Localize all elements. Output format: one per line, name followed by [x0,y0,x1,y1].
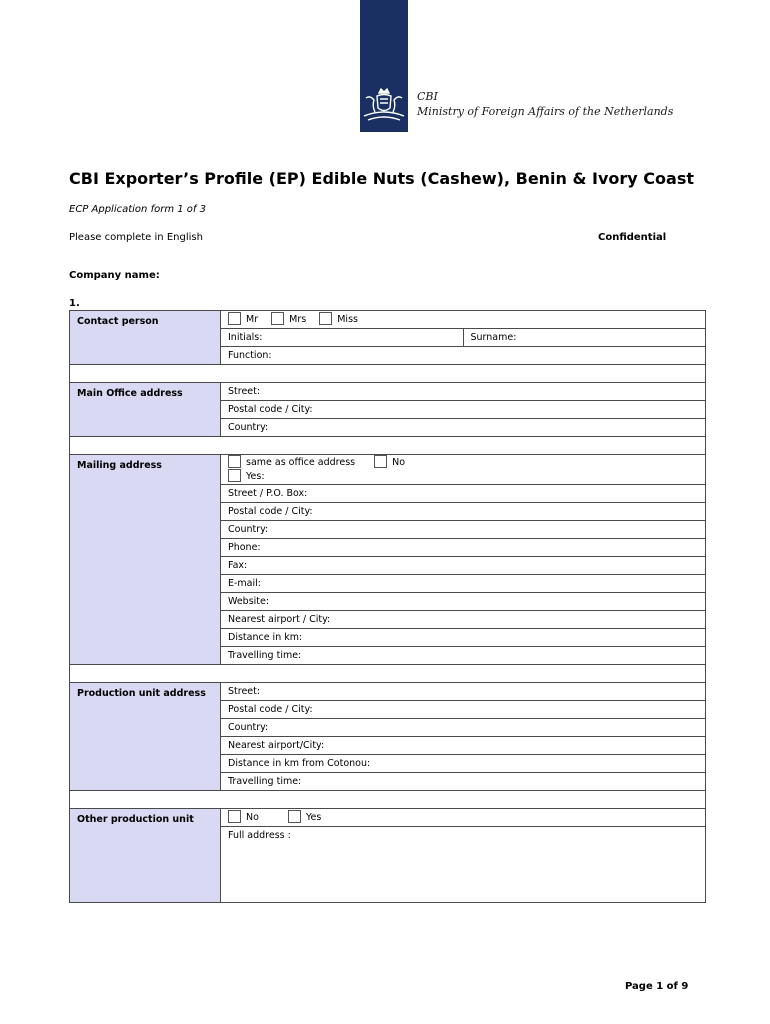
mailing-no-option[interactable]: No [374,457,405,468]
spacer-row [70,365,706,383]
spacer-row [70,437,706,455]
org-logo-text [417,89,673,119]
website-field[interactable]: Website: [221,593,706,611]
surname-field[interactable]: Surname: [463,329,706,347]
mailing-address-label: Mailing address [70,455,221,665]
form-subtitle: ECP Application form 1 of 3 [69,204,206,215]
royal-crest-icon [362,86,406,124]
mailing-street-field[interactable]: Street / P.O. Box: [221,485,706,503]
phone-field[interactable]: Phone: [221,539,706,557]
production-country-field[interactable]: Country: [221,719,706,737]
other-no-option[interactable]: No [228,812,259,823]
fax-field[interactable]: Fax: [221,557,706,575]
mailing-yes-option[interactable]: Yes: [228,471,265,482]
production-street-field[interactable]: Street: [221,683,706,701]
title-option-miss[interactable]: Miss [319,314,358,325]
distance-field[interactable]: Distance in km: [221,629,706,647]
page-title: CBI Exporter’s Profile (EP) Edible Nuts (Cashew), Benin & Ivory Coast [69,169,694,188]
mailing-country-field[interactable]: Country: [221,521,706,539]
other-yes-checkbox[interactable] [288,810,301,823]
org-short-name: CBI [417,90,438,103]
production-airport-field[interactable]: Nearest airport/City: [221,737,706,755]
mailing-yes-checkbox[interactable] [228,469,241,482]
mailing-postal-city-field[interactable]: Postal code / City: [221,503,706,521]
nearest-airport-field[interactable]: Nearest airport / City: [221,611,706,629]
company-name-label[interactable]: Company name: [69,270,160,281]
same-as-office-checkbox[interactable] [228,455,241,468]
mailing-options [221,455,706,485]
spacer-row [70,665,706,683]
confidential-label: Confidential [598,232,667,243]
production-postal-city-field[interactable]: Postal code / City: [221,701,706,719]
other-production-label: Other production unit [70,809,221,903]
mr-checkbox[interactable] [228,312,241,325]
other-no-checkbox[interactable] [228,810,241,823]
section-number: 1. [69,298,80,309]
other-production-options [221,809,706,827]
production-distance-field[interactable]: Distance in km from Cotonou: [221,755,706,773]
initials-field[interactable]: Initials: [221,329,464,347]
title-option-mr[interactable]: Mr [228,314,258,325]
mrs-checkbox[interactable] [271,312,284,325]
spacer-row [70,791,706,809]
main-office-label: Main Office address [70,383,221,437]
function-field[interactable]: Function: [221,347,706,365]
same-as-office-option[interactable]: same as office address [228,457,355,468]
title-option-mrs[interactable]: Mrs [271,314,306,325]
other-yes-option[interactable]: Yes [288,812,321,823]
page-number: Page 1 of 9 [625,981,689,992]
mailing-no-checkbox[interactable] [374,455,387,468]
travelling-time-field[interactable]: Travelling time: [221,647,706,665]
org-full-name: Ministry of Foreign Affairs of the Netherlands [417,105,674,118]
office-postal-city-field[interactable]: Postal code / City: [221,401,706,419]
office-street-field[interactable]: Street: [221,383,706,401]
instructions-text: Please complete in English [69,232,203,243]
office-country-field[interactable]: Country: [221,419,706,437]
production-travelling-time-field[interactable]: Travelling time: [221,773,706,791]
production-unit-label: Production unit address [70,683,221,791]
exporter-profile-form [69,310,706,903]
full-address-field[interactable]: Full address : [221,827,706,903]
title-options [221,311,706,329]
email-field[interactable]: E-mail: [221,575,706,593]
miss-checkbox[interactable] [319,312,332,325]
contact-person-label: Contact person [70,311,221,365]
